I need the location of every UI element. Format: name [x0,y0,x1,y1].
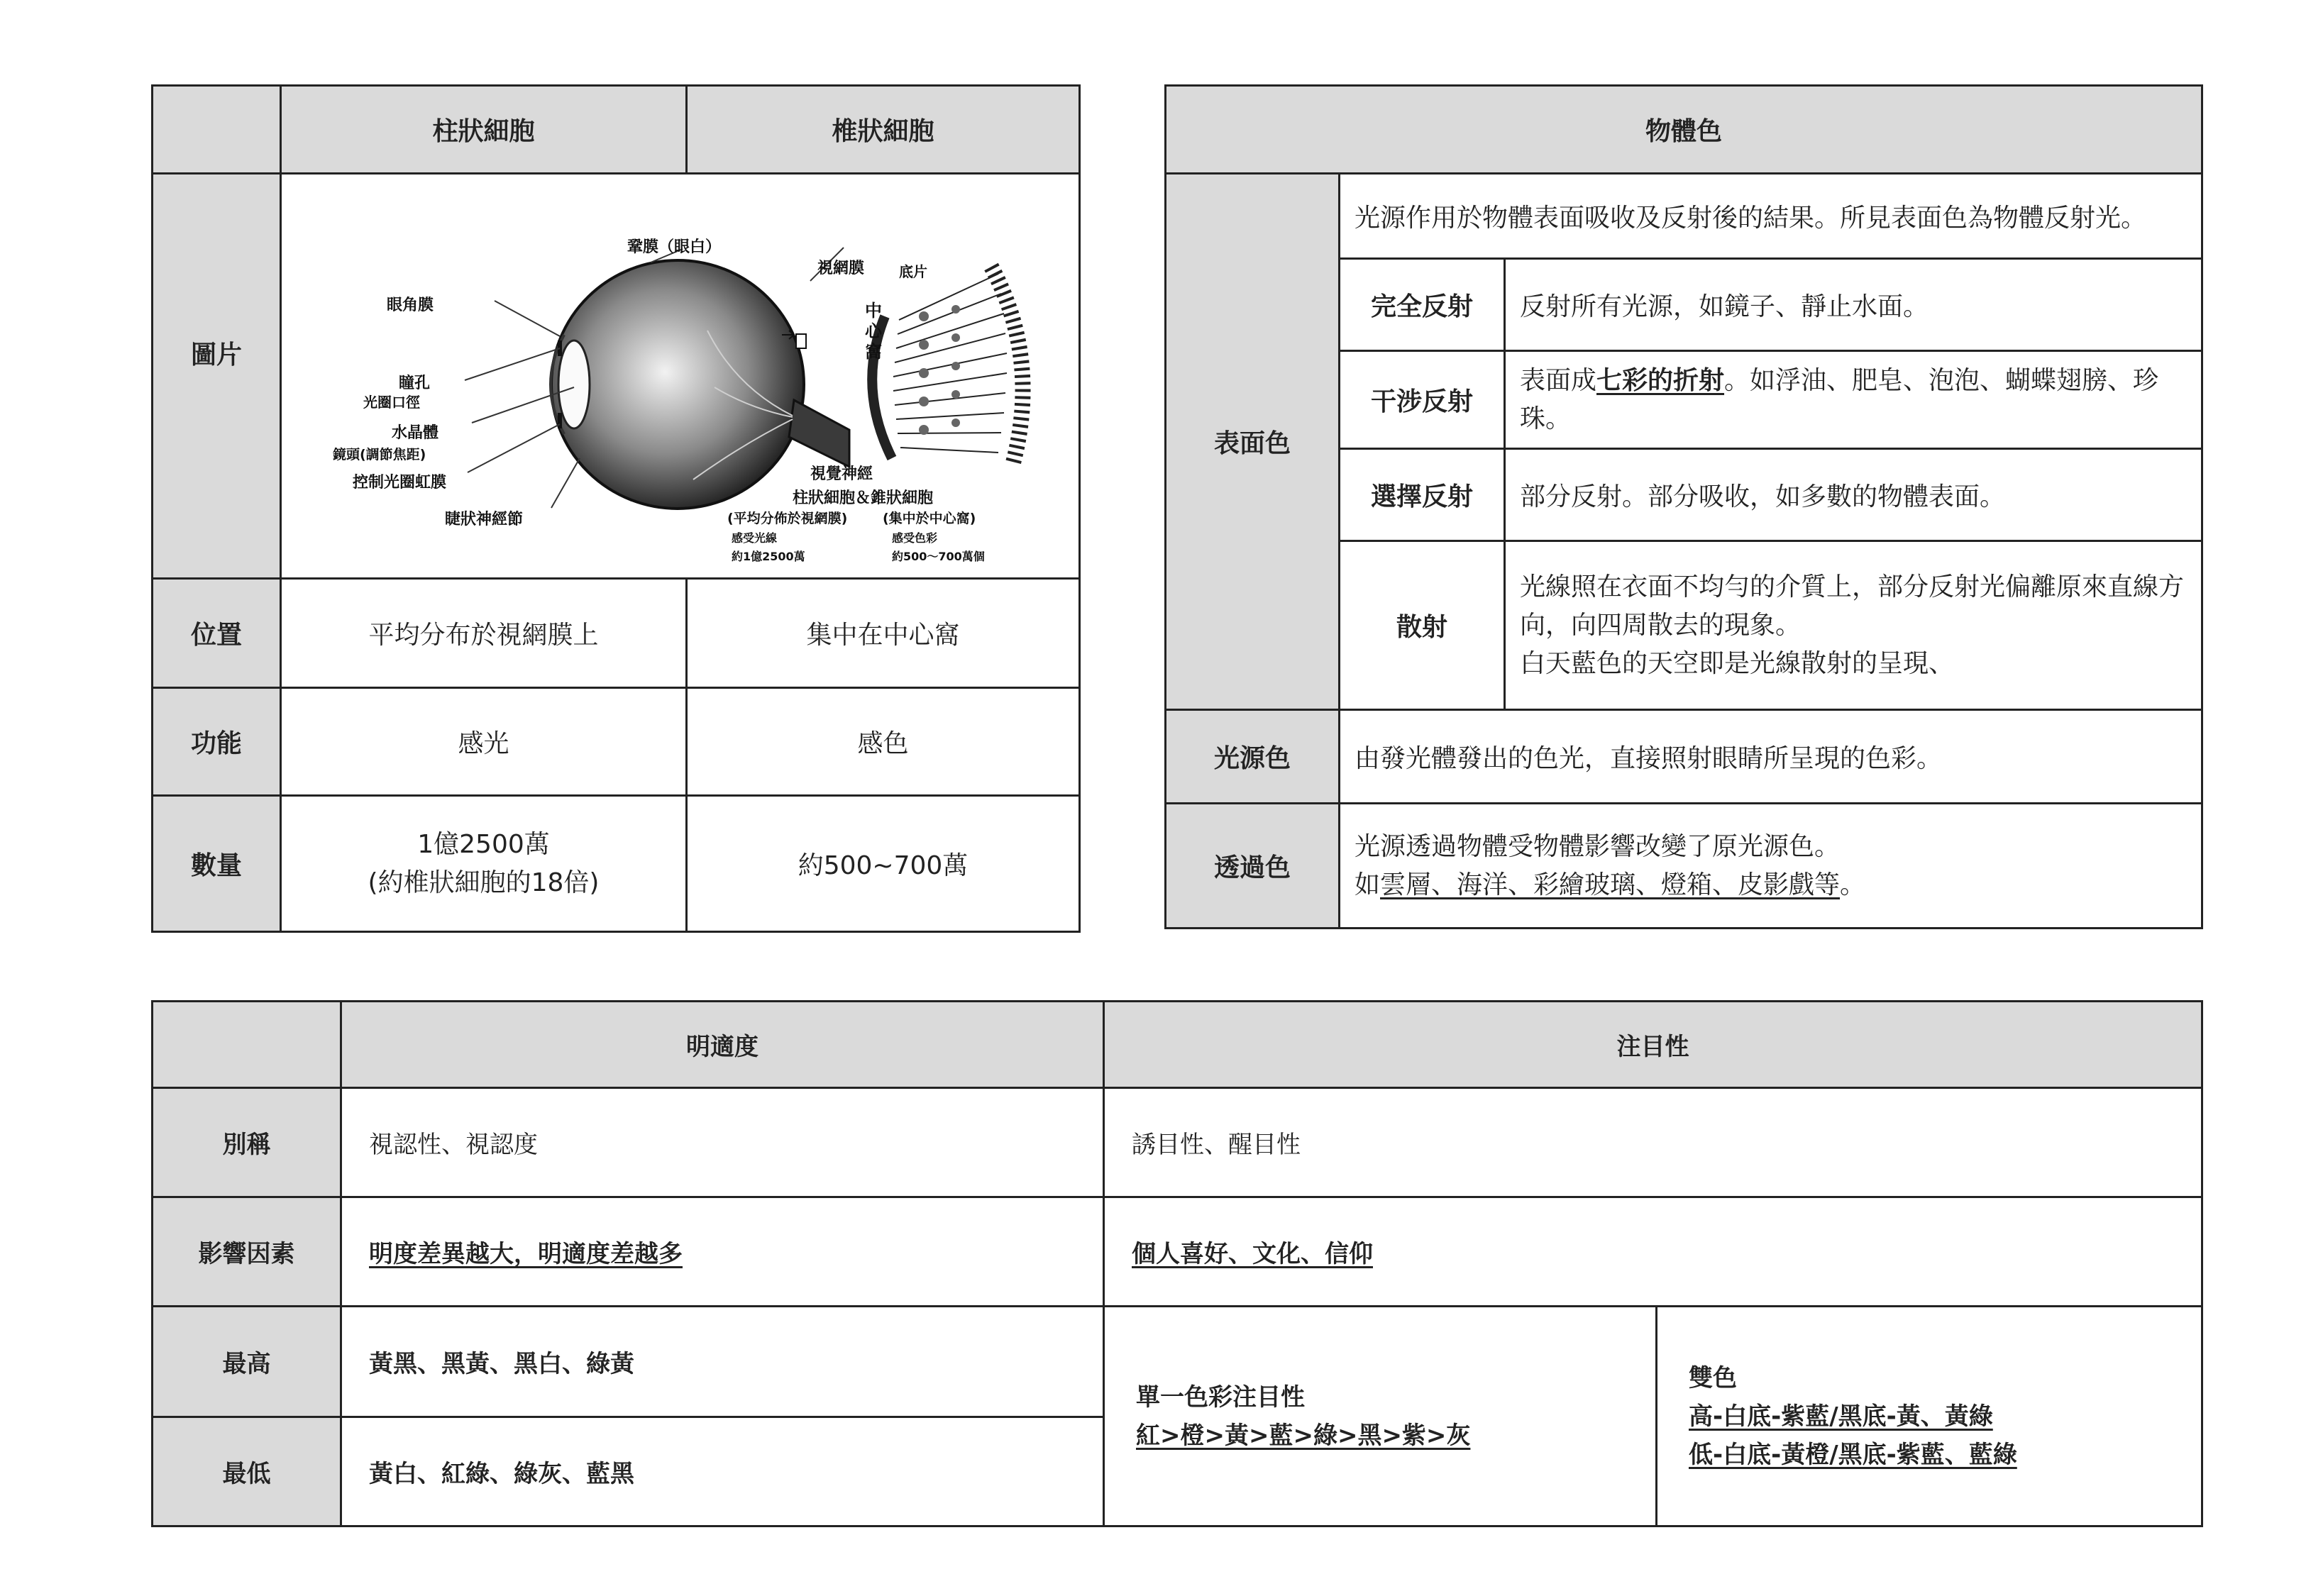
light-source-desc: 由發光體發出的色光，直接照射眼睛所呈現的色彩。 [1340,710,2202,804]
visibility-table [151,1000,2203,1527]
factor-attention: 個人喜好、文化、信仰 [1132,1240,1373,1268]
interference-post: 。如浮油、肥皂、泡泡、蝴蝶翅膀、珍珠。 [1520,365,2159,433]
surface-color-desc: 光源作用於物體表面吸收及反射後的結果。所見表面色為物體反射光。 [1340,174,2202,259]
alias-attention: 誘目性、醒目性 [1104,1088,2202,1197]
transmitted-label: 透過色 [1166,804,1340,929]
object-color-title: 物體色 [1166,86,2202,174]
eye-diagram-cell [281,174,1080,579]
row-label-image: 圖片 [153,174,281,579]
selective-label: 選擇反射 [1340,449,1505,541]
rod-function: 感光 [281,688,687,796]
cone-position: 集中在中心窩 [687,579,1080,688]
factor-attention-cell [1104,1197,2202,1307]
alias-label: 別稱 [153,1088,341,1197]
label-rod-dist: (平均分佈於視網膜) [727,511,848,526]
highest-value: 黃黑、黑黃、黑白、綠黃 [341,1307,1104,1417]
cell-lines [893,274,1007,453]
scatter-line1: 光線照在衣面不均勻的介質上，部分反射光偏離原來直線方向，向四周散去的現象。 [1520,572,2185,640]
transmitted-emph: 雲層、海洋、彩繪玻璃、燈箱、皮影戲等 [1380,870,1841,899]
full-reflection-label: 完全反射 [1340,259,1505,351]
alias-legibility: 視認性、視認度 [341,1088,1104,1197]
label-rod-num: 約1億2500萬 [732,550,805,563]
header-legibility: 明適度 [341,1002,1104,1088]
label-cone-dist: (集中於中心窩) [883,511,976,526]
transmitted-desc [1340,804,2202,929]
transmitted-post: 。 [1840,870,1866,899]
single-order: 紅>橙>黃>藍>綠>黑>紫>灰 [1136,1421,1471,1450]
header-attention: 注目性 [1104,1002,2202,1088]
rod-count [281,796,687,932]
factor-legibility-cell [341,1197,1104,1307]
dual-high: 高-白底-紫藍/黑底-黃、黃綠 [1689,1402,1993,1431]
fovea-marker [796,334,806,348]
lens-shape [558,340,590,428]
cone-function: 感色 [687,688,1080,796]
surface-color-label: 表面色 [1166,174,1340,710]
photoreceptor-table [151,84,1081,933]
transmitted-pre: 如 [1355,870,1381,899]
label-sclera: 鞏膜（眼白） [627,238,722,256]
dual-low: 低-白底-黃橙/黑底-紫藍、藍綠 [1689,1440,2017,1469]
label-cornea: 眼角膜 [387,297,434,314]
full-reflection-desc: 反射所有光源，如鏡子、靜止水面。 [1505,259,2202,351]
rod-position: 平均分布於視網膜上 [281,579,687,688]
eye-diagram [282,174,1078,577]
label-pupil: 瞳孔 [399,375,431,392]
single-title: 單一色彩注目性 [1136,1382,1305,1412]
row-label-function: 功能 [153,688,281,796]
factor-label: 影響因素 [153,1197,341,1307]
label-iris: 控制光圈虹膜 [353,474,447,492]
label-lens-note: 鏡頭(調節焦距) [333,447,426,462]
header-rod: 柱狀細胞 [281,86,687,174]
corner-cell-2 [153,1002,341,1088]
rod-count-line2: (約椎狀細胞的18倍) [368,868,600,897]
transmitted-line2 [1355,866,2187,904]
label-cone-num: 約500～700萬個 [892,550,985,563]
label-retina: 視網膜 [817,260,865,277]
rod-cone-layer [991,267,1023,465]
corner-cell [153,86,281,174]
label-fovea: 中心窩 [865,301,882,362]
label-fundus: 底片 [899,263,927,280]
interference-pre: 表面成 [1520,365,1597,395]
interference-label: 干涉反射 [1340,351,1505,449]
transmitted-line1: 光源透過物體受物體影響改變了原光源色。 [1355,831,1841,861]
row-label-count: 數量 [153,796,281,932]
label-ciliary: 睫狀神經節 [445,511,524,528]
label-rod-sense: 感受光線 [732,531,778,545]
light-source-label: 光源色 [1166,710,1340,804]
label-lens: 水晶體 [392,424,439,442]
dual-title: 雙色 [1689,1363,1737,1392]
label-cone-sense: 感受色彩 [892,531,938,545]
cone-count: 約500~700萬 [687,796,1080,932]
object-color-table [1164,84,2203,929]
factor-legibility: 明度差異越大，明適度差越多 [369,1240,683,1268]
scatter-label: 散射 [1340,541,1505,710]
header-cone: 椎狀細胞 [687,86,1080,174]
label-rod-cone: 柱狀細胞＆錐狀細胞 [793,489,934,507]
selective-desc: 部分反射。部分吸收，如多數的物體表面。 [1505,449,2202,541]
highest-label: 最高 [153,1307,341,1417]
optic-nerve-shape [789,400,849,467]
rod-count-line1: 1億2500萬 [417,829,550,859]
interference-desc [1505,351,2202,449]
scatter-line2: 白天藍色的天空即是光線散射的呈現、 [1520,648,1955,678]
lowest-label: 最低 [153,1417,341,1526]
scatter-desc [1505,541,2202,710]
lowest-value: 黃白、紅綠、綠灰、藍黑 [341,1417,1104,1526]
label-aperture: 光圈口徑 [363,394,420,411]
dual-color-cell [1657,1307,2202,1526]
single-color-cell [1104,1307,1657,1526]
row-label-position: 位置 [153,579,281,688]
interference-emph: 七彩的折射 [1596,365,1725,395]
label-optic-nerve: 視覺神經 [810,465,873,483]
